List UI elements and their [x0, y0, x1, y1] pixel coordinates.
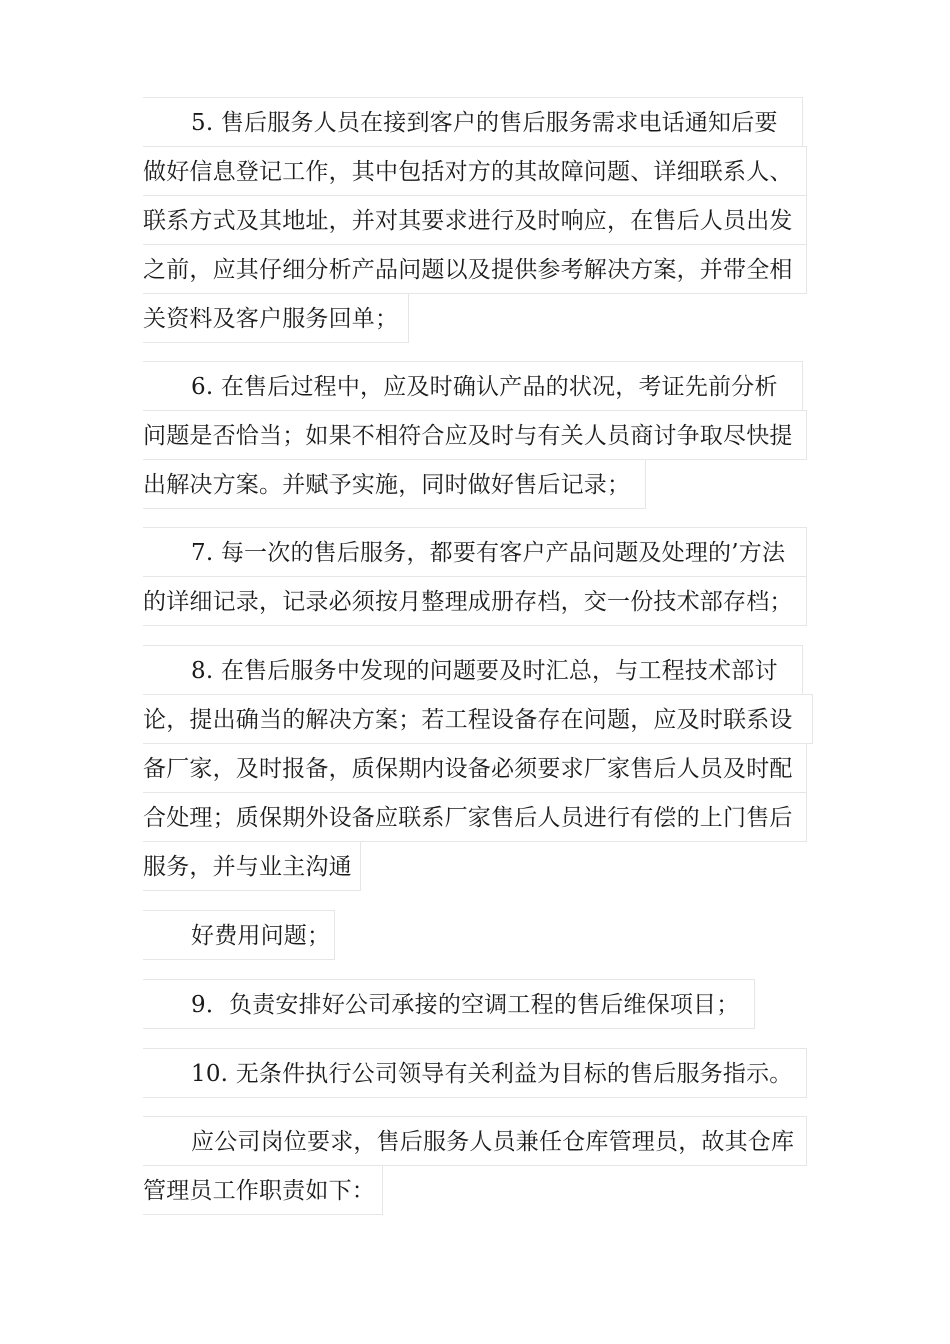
text-line: [143, 1048, 807, 1098]
line-text: 关资料及客户服务回单；: [143, 306, 399, 332]
line-text: 出解决方案。并赋予实施，同时做好售后记录；: [143, 472, 631, 498]
text-line: [143, 527, 807, 577]
line-text: 8. 在售后服务中发现的问题要及时汇总，与工程技术部讨: [191, 658, 778, 684]
text-line: [143, 841, 361, 891]
text-line: [143, 576, 807, 626]
line-text: 5. 售后服务人员在接到客户的售后服务需求电话通知后要: [191, 110, 778, 136]
line-text: 做好信息登记工作，其中包括对方的其故障问题、详细联系人、: [143, 159, 793, 185]
line-text: 之前，应其仔细分析产品问题以及提供参考解决方案，并带全相: [143, 257, 793, 283]
line-text: 备厂家，及时报备，质保期内设备必须要求厂家售后人员及时配: [143, 756, 793, 782]
line-text: 10. 无条件执行公司领导有关利益为目标的售后服务指示。: [191, 1061, 793, 1087]
line-text: 的详细记录，记录必须按月整理成册存档，交一份技术部存档；: [143, 589, 793, 615]
line-text: 管理员工作职责如下：: [143, 1178, 375, 1204]
line-text: 联系方式及其地址，并对其要求进行及时响应，在售后人员出发: [143, 208, 793, 234]
line-text: 9．负责安排好公司承接的空调工程的售后维保项目；: [191, 992, 740, 1018]
text-line: [143, 244, 807, 294]
text-line: [143, 792, 807, 842]
text-line: [143, 1116, 807, 1166]
text-line: [143, 293, 409, 343]
text-line: [143, 146, 807, 196]
text-line: [143, 743, 807, 793]
line-text: 应公司岗位要求，售后服务人员兼任仓库管理员，故其仓库: [191, 1129, 795, 1155]
text-line: [143, 459, 646, 509]
line-text: 6. 在售后过程中，应及时确认产品的状况，考证先前分析: [191, 374, 778, 400]
line-text: 论，提出确当的解决方案；若工程设备存在问题，应及时联系设: [143, 707, 793, 733]
text-line: [143, 195, 807, 245]
line-text: 7. 每一次的售后服务，都要有客户产品问题及处理的’方法: [191, 540, 786, 566]
line-text: 合处理；质保期外设备应联系厂家售后人员进行有偿的上门售后: [143, 805, 793, 831]
line-text: 服务，并与业主沟通: [143, 854, 352, 880]
text-line: [143, 979, 755, 1029]
text-line: [143, 410, 807, 460]
text-line: [143, 1165, 383, 1215]
line-text: 好费用问题；: [191, 923, 331, 949]
text-line: [143, 694, 813, 744]
text-line: [143, 97, 803, 147]
text-line: [143, 910, 335, 960]
line-text: 问题是否恰当；如果不相符合应及时与有关人员商讨争取尽快提: [143, 423, 793, 449]
text-line: [143, 645, 803, 695]
text-line: [143, 361, 803, 411]
